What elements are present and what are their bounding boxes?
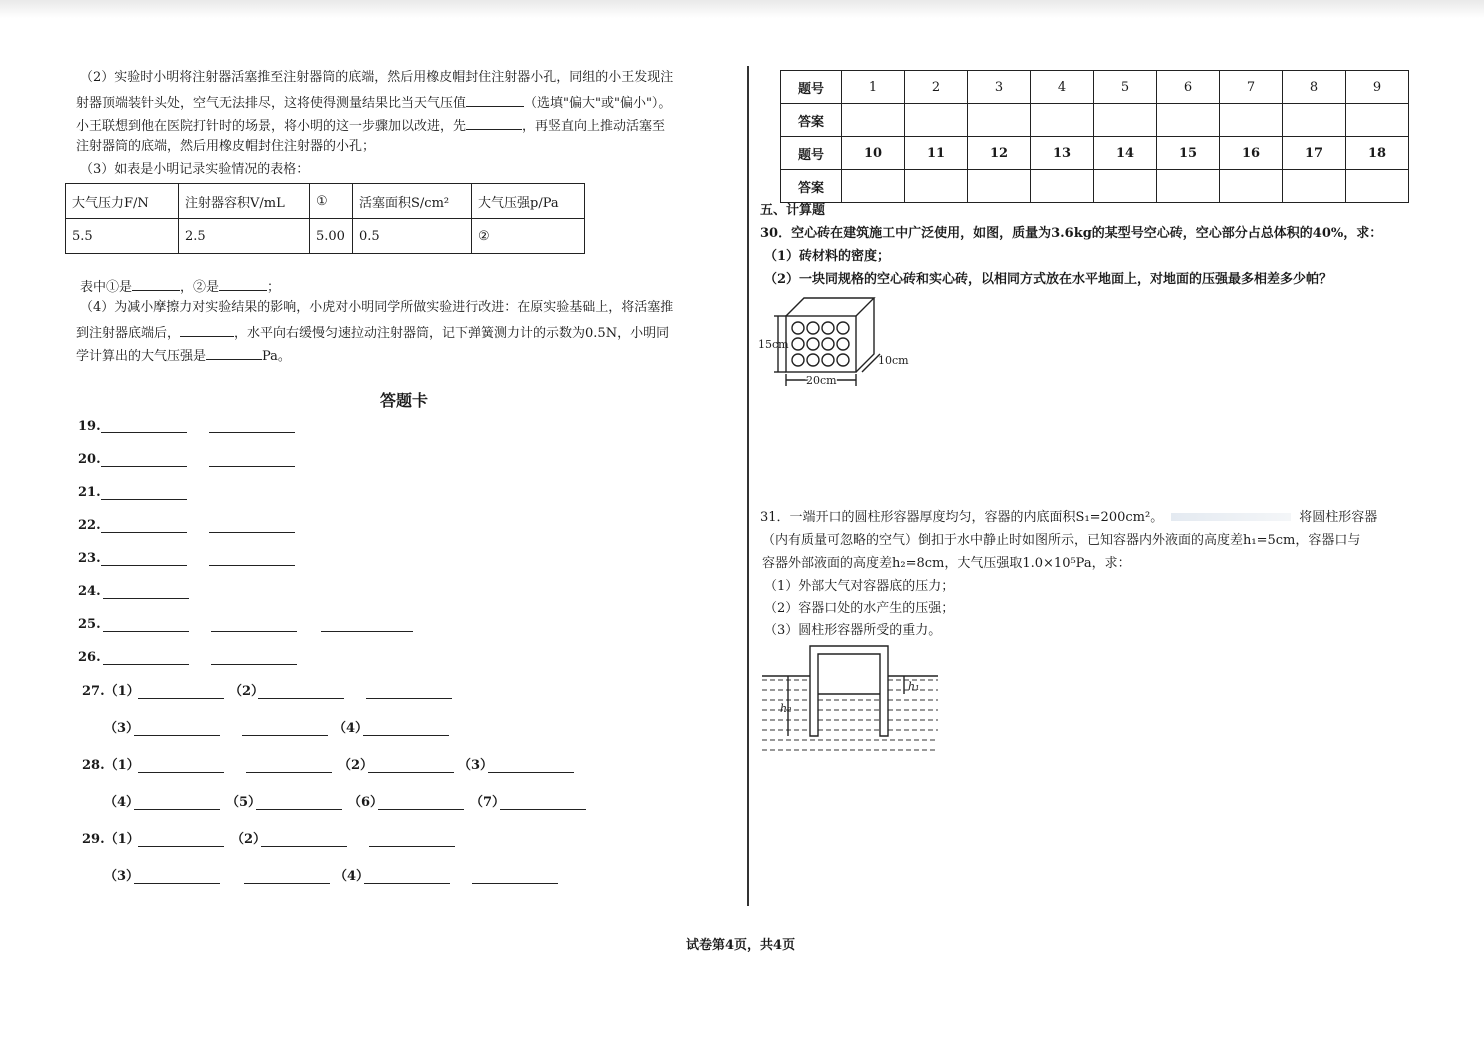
label-28-5: （5）	[226, 795, 262, 810]
q31-line1-c: 。	[1150, 510, 1164, 525]
answer-line-28-6[interactable]	[378, 809, 464, 810]
q31-line3: 容器外部液面的高度差h₂=8cm，大气压强取1.0×10⁵Pa，求：	[762, 556, 1131, 571]
answer-line-25-3[interactable]	[321, 631, 413, 632]
q4-line3	[76, 345, 291, 366]
label-19: 19.	[78, 419, 101, 434]
mc-answer-cell[interactable]	[968, 104, 1031, 137]
label-29-2: （2）	[231, 832, 267, 847]
cell-circle-2: ②	[472, 219, 585, 254]
label-26: 26.	[78, 650, 101, 665]
answer-line-26-1[interactable]	[103, 664, 189, 665]
q31-part1: （1）外部大气对容器底的压力；	[764, 579, 955, 594]
brick-height-label: 15cm	[758, 338, 789, 351]
answer-line-20-1[interactable]	[101, 466, 187, 467]
mc-answer-cell[interactable]	[1157, 104, 1220, 137]
brick-hole	[837, 354, 849, 366]
answer-line-27-2a[interactable]	[258, 698, 344, 699]
mc-answer-cell[interactable]	[1346, 170, 1409, 203]
mc-number: 3	[968, 71, 1031, 104]
answer-line-29-3a[interactable]	[134, 883, 220, 884]
q4-line3-b: Pa。	[262, 349, 291, 364]
mc-number: 9	[1346, 71, 1409, 104]
cylindrical-container	[810, 646, 888, 736]
label-27-4: （4）	[333, 721, 369, 736]
q31-part3: （3）圆柱形容器所受的重力。	[764, 623, 942, 638]
label-24: 24.	[78, 584, 101, 599]
h2-label: h₂	[780, 702, 792, 715]
answer-line-28-1a[interactable]	[138, 772, 224, 773]
answer-line-25-2[interactable]	[211, 631, 297, 632]
answer-line-29-3b[interactable]	[244, 883, 330, 884]
mc-answer-cell[interactable]	[1157, 170, 1220, 203]
mc-number: 16	[1220, 137, 1283, 170]
mc-number: 12	[968, 137, 1031, 170]
label-28-4: （4）	[104, 795, 140, 810]
scan-edge	[0, 0, 1484, 18]
q31-line2: （内有质量可忽略的空气）倒扣于水中静止时如图所示，已知容器内外液面的高度差h₁=5cm，容器口与	[762, 533, 1361, 548]
answer-line-22-2[interactable]	[209, 532, 295, 533]
answer-blank[interactable]	[466, 115, 522, 130]
mc-answer-cell[interactable]	[1283, 170, 1346, 203]
answer-line-26-2[interactable]	[211, 664, 297, 665]
mc-number: 5	[1094, 71, 1157, 104]
q4-line2-a: 到注射器底端后，	[76, 326, 181, 341]
answer-line-28-1b[interactable]	[246, 772, 332, 773]
q4-line2-b: ，水平向右缓慢匀速拉动注射器筒，记下弹簧测力计的示数为0.5N，小明同	[234, 326, 670, 341]
mc-label-answer-2: 答案	[781, 170, 842, 203]
brick-hole	[822, 338, 834, 350]
label-28-1: 28.（1）	[82, 758, 140, 773]
answer-line-22-1[interactable]	[101, 532, 187, 533]
q4-line1: （4）为减小摩擦力对实验结果的影响，小虎对小明同学所做实验进行改进：在原实验基础上，将活塞推	[80, 300, 674, 315]
th-circle-1: ①	[310, 184, 353, 219]
answer-line-27-4[interactable]	[363, 735, 449, 736]
answer-line-28-7[interactable]	[500, 809, 586, 810]
brick-hole	[792, 338, 804, 350]
mc-number: 4	[1031, 71, 1094, 104]
q31-line1-a: 31．一端开口的圆柱形容器厚度均匀，容器的内底面积	[760, 510, 1076, 525]
mc-answer-cell[interactable]	[1094, 170, 1157, 203]
h1-label: h₁	[908, 680, 920, 693]
answer-line-29-4b[interactable]	[472, 883, 558, 884]
q3-answer-b: ，②是	[180, 280, 220, 295]
answer-line-29-1[interactable]	[138, 846, 224, 847]
brick-top-face	[786, 298, 874, 316]
brick-hole	[807, 322, 819, 334]
mc-label-number-1: 题号	[781, 71, 842, 104]
brick-hole	[837, 322, 849, 334]
mc-answer-cell[interactable]	[1220, 104, 1283, 137]
brick-hole	[792, 322, 804, 334]
label-22: 22.	[78, 518, 101, 533]
mc-answer-cell[interactable]	[842, 104, 905, 137]
mc-answer-cell[interactable]	[1031, 170, 1094, 203]
mc-number: 18	[1346, 137, 1409, 170]
mc-answer-cell[interactable]	[905, 170, 968, 203]
answer-line-28-3[interactable]	[488, 772, 574, 773]
th-area: 活塞面积S/cm²	[353, 184, 472, 219]
answer-line-19-1[interactable]	[101, 432, 187, 433]
mc-answer-cell[interactable]	[1094, 104, 1157, 137]
q3-answer-line	[80, 276, 280, 297]
label-27-2: （2）	[229, 684, 265, 699]
cell-circle-1: 5.00	[310, 219, 353, 254]
mc-number: 1	[842, 71, 905, 104]
q2-line3-b: ，再竖直向上推动活塞至	[522, 119, 666, 134]
q30-part2: （2）一块同规格的空心砖和实心砖，以相同方式放在水平地面上，对地面的压强最多相差多少帕？	[764, 272, 1333, 287]
q3-answer-c: ；	[267, 280, 281, 295]
label-25: 25.	[78, 617, 101, 632]
answer-line-28-2[interactable]	[368, 772, 454, 773]
q4-line3-a: 学计算出的大气压强是	[76, 349, 207, 364]
label-29-1: 29.（1）	[82, 832, 140, 847]
inverted-container-figure	[758, 640, 943, 758]
q2-line1: （2）实验时小明将注射器活塞推至注射器筒的底端，然后用橡皮帽封住注射器小孔，同组的小王发现注	[80, 70, 674, 85]
q30-part1: （1）砖材料的密度；	[764, 249, 891, 264]
label-21: 21.	[78, 485, 101, 500]
record-table	[65, 183, 585, 254]
answer-line-29-2a[interactable]	[261, 846, 347, 847]
mc-answer-table	[780, 70, 1409, 203]
label-29-3: （3）	[104, 869, 140, 884]
label-23: 23.	[78, 551, 101, 566]
q2-line4: 注射器筒的底端，然后用橡皮帽封住注射器的小孔；	[76, 139, 376, 154]
label-27-3: （3）	[104, 721, 140, 736]
mc-number: 7	[1220, 71, 1283, 104]
answer-line-20-2[interactable]	[209, 466, 295, 467]
answer-line-29-4a[interactable]	[364, 883, 450, 884]
answer-line-27-3a[interactable]	[134, 735, 220, 736]
mc-number: 17	[1283, 137, 1346, 170]
page-footer: 试卷第4页，共4页	[686, 938, 796, 953]
answer-blank[interactable]	[132, 276, 180, 291]
hollow-brick-figure	[758, 290, 928, 390]
label-27-1: 27.（1）	[82, 684, 140, 699]
mc-answer-cell[interactable]	[1220, 170, 1283, 203]
mc-number: 2	[905, 71, 968, 104]
cell-volume: 2.5	[179, 219, 310, 254]
answer-line-27-2b[interactable]	[366, 698, 452, 699]
answer-line-25-1[interactable]	[103, 631, 189, 632]
q31-line1	[760, 509, 1377, 527]
answer-blank[interactable]	[180, 322, 234, 337]
mc-answer-cell[interactable]	[905, 104, 968, 137]
q2-line3	[76, 115, 665, 136]
mc-number: 13	[1031, 137, 1094, 170]
answer-line-27-3b[interactable]	[242, 735, 328, 736]
brick-depth-label: 10cm	[878, 354, 909, 367]
answer-line-21-1[interactable]	[101, 499, 187, 500]
q2-line3-a: 小王联想到他在医院打针时的场景，将小明的这一步骤加以改进，先	[76, 119, 467, 134]
brick-hole	[822, 354, 834, 366]
mc-answer-cell[interactable]	[1031, 104, 1094, 137]
section-title: 五、计算题	[760, 203, 826, 218]
column-divider	[747, 66, 749, 906]
answer-blank[interactable]	[206, 345, 262, 360]
answer-line-28-5[interactable]	[256, 809, 342, 810]
answer-line-24-1[interactable]	[103, 598, 189, 599]
answer-line-23-1[interactable]	[101, 565, 187, 566]
mc-answer-cell[interactable]	[842, 170, 905, 203]
brick-hole	[807, 338, 819, 350]
label-28-7: （7）	[470, 795, 506, 810]
mc-number: 11	[905, 137, 968, 170]
q31-area: S₁=200cm²	[1075, 510, 1151, 525]
brick-side-face	[856, 298, 874, 372]
q3-intro: （3）如表是小明记录实验情况的表格：	[80, 162, 310, 177]
answer-card-title: 答题卡	[380, 391, 429, 410]
mc-answer-cell[interactable]	[968, 170, 1031, 203]
cell-area: 0.5	[353, 219, 472, 254]
brick-hole	[792, 354, 804, 366]
mc-label-number-2: 题号	[781, 137, 842, 170]
mc-number: 6	[1157, 71, 1220, 104]
brick-front-face	[786, 316, 856, 372]
th-pressure: 大气压强p/Pa	[472, 184, 585, 219]
label-28-6: （6）	[348, 795, 384, 810]
answer-line-29-2b[interactable]	[369, 846, 455, 847]
answer-blank[interactable]	[466, 92, 524, 107]
q30-stem: 30．空心砖在建筑施工中广泛使用，如图，质量为3.6kg的某型号空心砖，空心部分占总体积的40%，求：	[760, 226, 1383, 241]
label-20: 20.	[78, 452, 101, 467]
q3-answer-a: 表中①是	[80, 280, 133, 295]
q4-line2	[76, 322, 669, 343]
mc-answer-cell[interactable]	[1283, 104, 1346, 137]
brick-hole	[807, 354, 819, 366]
answer-line-19-2[interactable]	[209, 432, 295, 433]
answer-line-23-2[interactable]	[209, 565, 295, 566]
mc-number: 15	[1157, 137, 1220, 170]
brick-hole	[837, 338, 849, 350]
label-28-3: （3）	[458, 758, 494, 773]
q2-line2-a: 射器顶端装针头处，空气无法排尽，这将使得测量结果比当天气压值	[76, 96, 467, 111]
mc-number: 14	[1094, 137, 1157, 170]
label-29-4: （4）	[334, 869, 370, 884]
brick-width-label: 20cm	[806, 374, 837, 387]
q2-line2-b: （选填"偏大"或"偏小"）。	[524, 96, 672, 111]
q2-line2	[76, 92, 671, 113]
q31-part2: （2）容器口处的水产生的压强；	[764, 601, 955, 616]
label-28-2: （2）	[338, 758, 374, 773]
obscured-region	[1171, 513, 1291, 521]
mc-answer-cell[interactable]	[1346, 104, 1409, 137]
th-force: 大气压力F/N	[66, 184, 179, 219]
cell-force: 5.5	[66, 219, 179, 254]
answer-line-27-1[interactable]	[138, 698, 224, 699]
mc-number: 10	[842, 137, 905, 170]
brick-hole	[822, 322, 834, 334]
answer-line-28-4[interactable]	[134, 809, 220, 810]
q31-line1-d: 将圆柱形容器	[1299, 510, 1378, 525]
mc-number: 8	[1283, 71, 1346, 104]
answer-blank[interactable]	[219, 276, 267, 291]
mc-label-answer-1: 答案	[781, 104, 842, 137]
th-volume: 注射器容积V/mL	[179, 184, 310, 219]
